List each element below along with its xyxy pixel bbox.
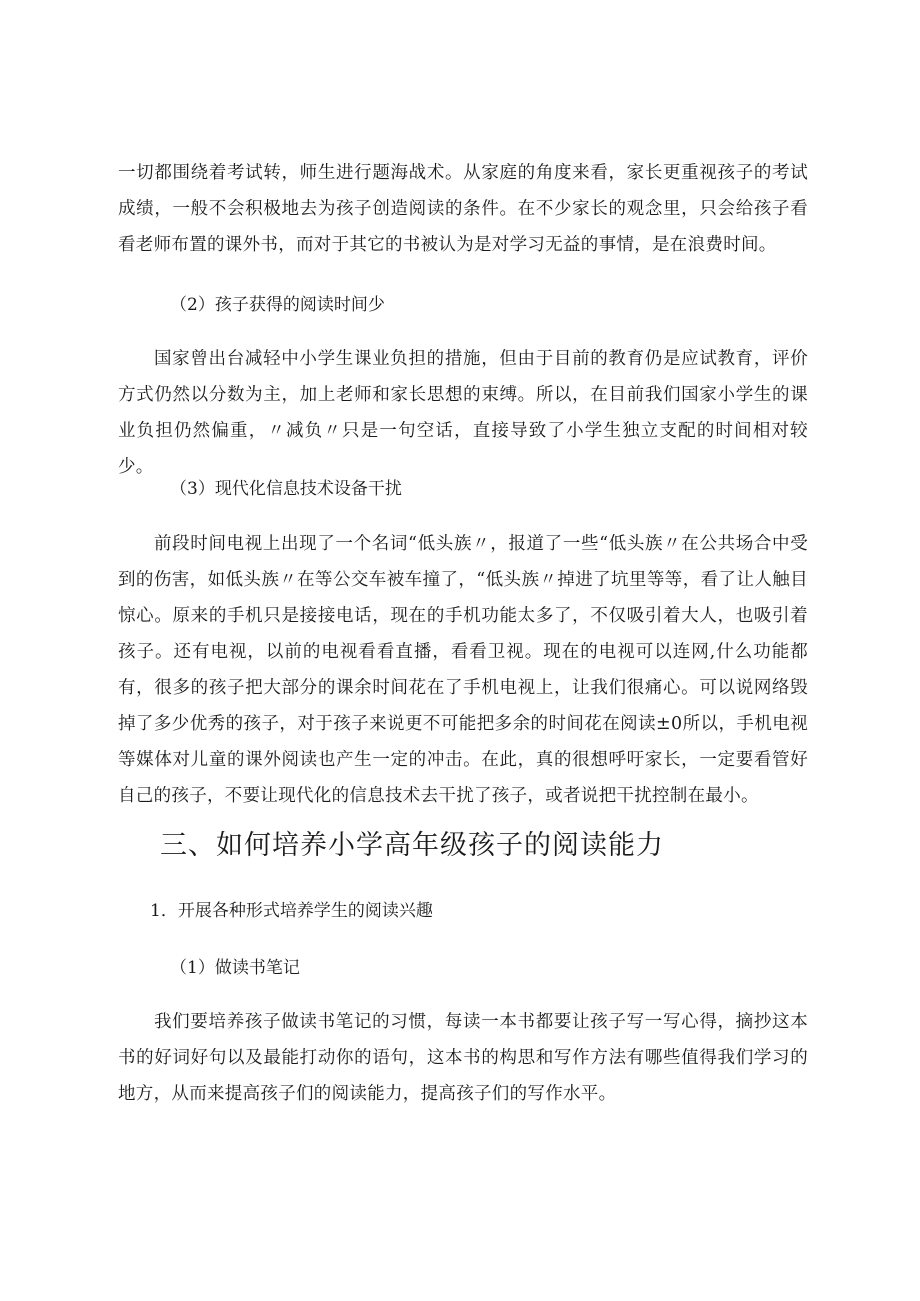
heading-tech-interference: （3）现代化信息技术设备干扰	[170, 479, 402, 499]
paragraph-homework-burden: 国家曾出台减轻中小学生课业负担的措施，但由于目前的教育仍是应试教育，评价方式仍然以分数为主，加上老师和家长思想的束缚。所以，在目前我们国家小学生的课业负担仍然偏重，〃减负〃只是一句空话，直接导致了小学生独立支配的时间相对较少。	[118, 349, 808, 477]
subsection-reading-interest: 1．开展各种形式培养学生的阅读兴趣	[150, 901, 433, 921]
section-title: 三、如何培养小学高年级孩子的阅读能力	[160, 830, 664, 861]
paragraph-reading-notes: 我们要培养孩子做读书笔记的习惯，每读一本书都要让孩子写一写心得，摘抄这本书的好词好句以及最能打动你的语句，这本书的构思和写作方法有哪些值得我们学习的地方，从而来提高孩子们的阅读能力，提高孩子们的写作水平。	[118, 1012, 808, 1104]
paragraph-exam-focus: 一切都围绕着考试转，师生进行题海战术。从家庭的角度来看，家长更重视孩子的考试成绩，一般不会积极地去为孩子创造阅读的条件。在不少家长的观念里，只会给孩子看看老师布置的课外书，而对于其它的书被认为是对学习无益的事情，是在浪费时间。	[118, 163, 808, 255]
paragraph-phone-tv: 前段时间电视上出现了一个名词“低头族〃，报道了一些“低头族〃在公共场合中受到的伤害，如低头族〃在等公交车被车撞了，“低头族〃掉进了坑里等等，看了让人触目惊心。原来的手机只是接接电话，现在的手机功能太多了，不仅吸引着大人，也吸引着孩子。还有电视，以前的电视看看直播，看看卫视。现在的电视可以连网,什么功能都有，很多的孩子把大部分的课余时间花在了手机电视上，让我们很痛心。可以说网络毁掉了多少优秀的孩子，对于孩子来说更不可能把多余的时间花在阅读±0所以，手机电视等媒体对儿童的课外阅读也产生一定的冲击。在此，真的很想呼吁家长，一定要看管好自己的孩子，不要让现代化的信息技术去干扰了孩子，或者说把干扰控制在最小。	[118, 534, 808, 806]
heading-reading-time: （2）孩子获得的阅读时间少	[170, 295, 385, 315]
heading-reading-notes: （1）做读书笔记	[170, 958, 300, 978]
